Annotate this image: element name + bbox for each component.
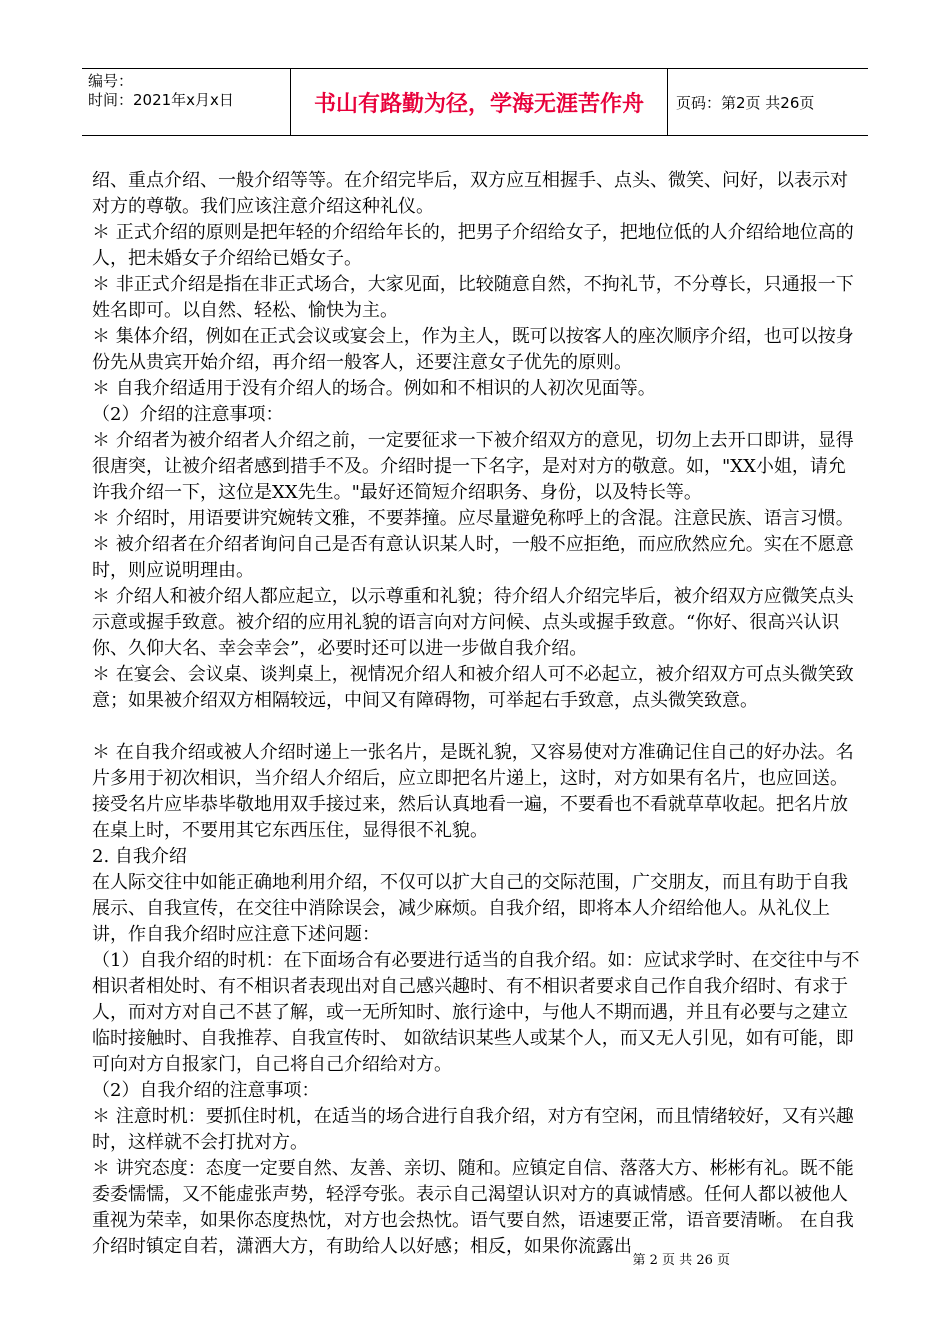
- blank-line: [92, 714, 862, 740]
- paragraph: 在人际交往中如能正确地利用介绍，不仅可以扩大自己的交际范围，广交朋友，而且有助于自我展示、自我宣传，在交往中消除误会，减少麻烦。自我介绍，即将本人介绍给他人。从礼仪上讲，作自我介绍时应注意下述问题：: [92, 872, 848, 945]
- paragraph: ＊ 介绍者为被介绍者人介绍之前，一定要征求一下被介绍双方的意见，切勿上去开口即讲，显得很唐突，让被介绍者感到措手不及。介绍时提一下名字，是对对方的敬意。如，"XX小姐，请允许我介绍一下，这位是XX先生。"最好还简短介绍职务、身份，以及特长等。: [92, 430, 854, 503]
- header-meta: [82, 69, 291, 135]
- header-motto: 书山有路勤为径，学海无涯苦作舟: [291, 69, 668, 135]
- page-header: [82, 68, 868, 136]
- paragraph: ＊ 自我介绍适用于没有介绍人的场合。例如和不相识的人初次见面等。: [92, 378, 656, 399]
- paragraph: （2）自我介绍的注意事项：: [92, 1080, 320, 1101]
- paragraph: （1）自我介绍的时机：在下面场合有必要进行适当的自我介绍。如：应试求学时、在交往中与不相识者相处时、有不相识者表现出对自己感兴趣时、有不相识者要求自己作自我介绍时、有求于人，而对方对自己不甚了解，或一无所知时、旅行途中，与他人不期而遇，并且有必要与之建立临时接触时、自我推荐、自我宣传时、 如欲结识某些人或某个人，而又无人引见，如有可能，即可向对方自报家门，自己将自己介绍给对方。: [92, 950, 860, 1075]
- paragraph: ＊ 在宴会、会议桌、谈判桌上，视情况介绍人和被介绍人可不必起立，被介绍双方可点头微笑致意；如果被介绍双方相隔较远，中间又有障碍物，可举起右手致意，点头微笑致意。: [92, 664, 854, 711]
- paragraph: ＊ 注意时机：要抓住时机，在适当的场合进行自我介绍，对方有空闲，而且情绪较好，又有兴趣时，这样就不会打扰对方。: [92, 1106, 854, 1153]
- paragraph: ＊ 正式介绍的原则是把年轻的介绍给年长的，把男子介绍给女子，把地位低的人介绍给地位高的人，把未婚女子介绍给已婚女子。: [92, 222, 854, 269]
- number-label: 编号：: [88, 72, 134, 90]
- section-heading: 2. 自我介绍: [92, 846, 187, 867]
- paragraph: （2）介绍的注意事项：: [92, 404, 284, 425]
- paragraph: ＊ 非正式介绍是指在非正式场合，大家见面，比较随意自然，不拘礼节，不分尊长，只通报一下姓名即可。以自然、轻松、愉快为主。: [92, 274, 854, 321]
- page-footer: 第 2 页 共 26 页: [632, 1253, 730, 1268]
- paragraph: ＊ 介绍时，用语要讲究婉转文雅，不要莽撞。应尽量避免称呼上的含混。注意民族、语言习惯。: [92, 508, 854, 529]
- paragraph: ＊ 介绍人和被介绍人都应起立，以示尊重和礼貌；待介绍人介绍完毕后，被介绍双方应微笑点头示意或握手致意。被介绍的应用礼貌的语言向对方问候、点头或握手致意。“你好、很高兴认识你、久仰大名、幸会幸会”，必要时还可以进一步做自我介绍。: [92, 586, 854, 659]
- paragraph: ＊ 在自我介绍或被人介绍时递上一张名片，是既礼貌，又容易使对方准确记住自己的好办法。名片多用于初次相识，当介绍人介绍后，应立即把名片递上，这时，对方如果有名片，也应回送。接受名片应毕恭毕敬地用双手接过来，然后认真地看一遍，不要看也不看就草草收起。把名片放在桌上时，不要用其它东西压住，显得很不礼貌。: [92, 742, 854, 841]
- paragraph: ＊ 集体介绍，例如在正式会议或宴会上，作为主人，既可以按客人的座次顺序介绍，也可以按身份先从贵宾开始介绍，再介绍一般客人，还要注意女子优先的原则。: [92, 326, 854, 373]
- paragraph: 绍、重点介绍、一般介绍等等。在介绍完毕后，双方应互相握手、点头、微笑、问好，以表示对对方的尊敬。我们应该注意介绍这种礼仪。: [92, 170, 848, 217]
- paragraph: ＊ 被介绍者在介绍者询问自己是否有意认识某人时，一般不应拒绝，而应欣然应允。实在不愿意时，则应说明理由。: [92, 534, 854, 581]
- document-body: [92, 168, 862, 1260]
- time-label: 时间：2021年x月x日: [88, 91, 234, 109]
- header-page-info: 页码：第2页 共26页: [676, 93, 815, 112]
- paragraph: ＊ 讲究态度：态度一定要自然、友善、亲切、随和。应镇定自信、落落大方、彬彬有礼。既不能委委懦懦，又不能虚张声势，轻浮夸张。表示自己渴望认识对方的真诚情感。任何人都以被他人重视为荣幸，如果你态度热忱，对方也会热忱。语气要自然，语速要正常，语音要清晰。 在自我介绍时镇定自若，潇洒大方，有助给人以好感；相反，如果你流露出: [92, 1158, 854, 1257]
